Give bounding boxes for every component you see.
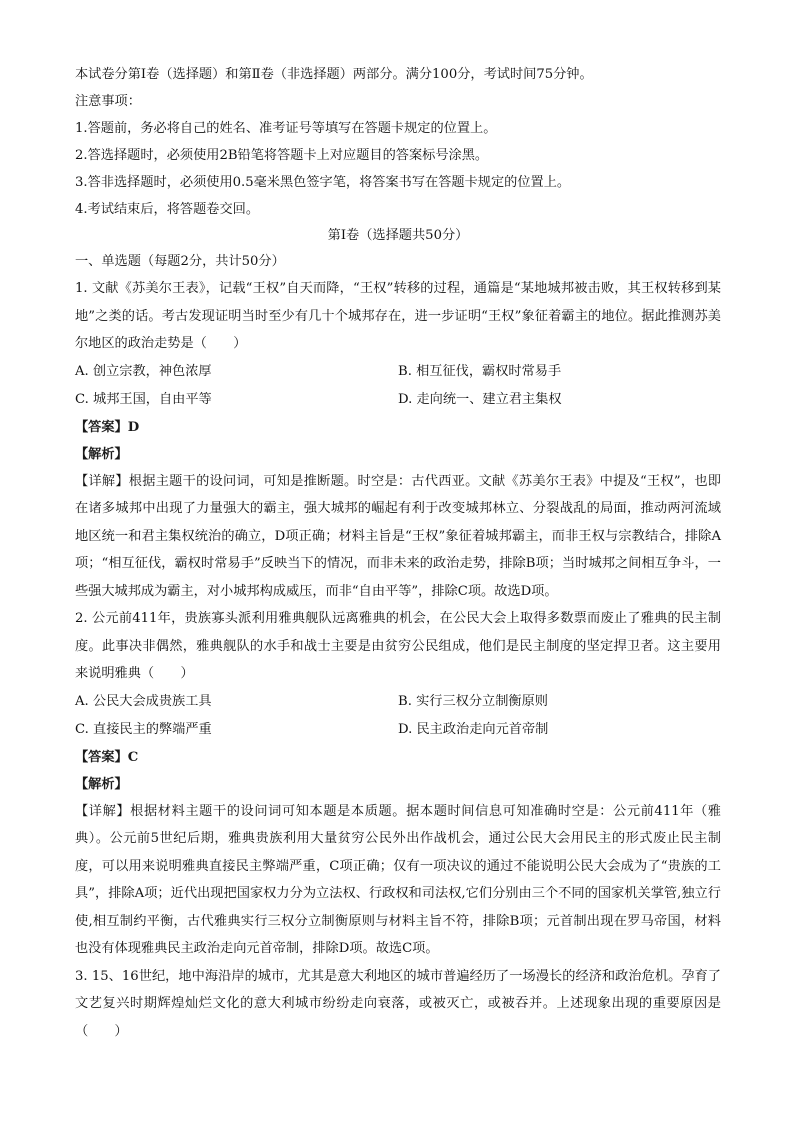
option-a: A. 公民大会成贵族工具 [75, 693, 212, 709]
question-stem: 1. 文献《苏美尔王表》，记载“王权”自天而降，“王权”转移的过程，通篇是“某地城邦被击败，其王权转移到某地”之类的话。考古发现证明当时至少有几十个城邦存在，进一步证明“王权”象征着霸主的地位。据此推测苏美尔地区的政治走势是（ ） [75, 281, 721, 351]
options-row [75, 688, 721, 716]
part-title: 第Ⅰ卷（选择题共50分） [327, 228, 469, 243]
exam-page [75, 64, 721, 1045]
option-c: C. 城邦王国，自由平等 [75, 391, 212, 407]
notice-item: 2.答选择题时，必须使用2B铅笔将答题卡上对应题目的答案标号涂黑。 [75, 148, 489, 163]
option-d: D. 走向统一、建立君主集权 [398, 391, 562, 407]
question-stem: 2. 公元前411年，贵族寡头派利用雅典舰队远离雅典的机会，在公民大会上取得多数票而废止了雅典的民主制度。此事决非偶然，雅典舰队的水手和战士主要是由贫穷公民组成，他们是民主制度的坚定捍卫者。这主要用来说明雅典（ ） [75, 611, 721, 681]
notice-title: 注意事项： [75, 94, 141, 109]
detail-text: 【详解】根据主题干的设问词，可知是推断题。时空是：古代西亚。文献《苏美尔王表》中提及“王权”，也即在诸多城邦中出现了力量强大的霸主，强大城邦的崛起有利于改变城邦林立、分裂战乱的局面，推动两河流域地区统一和君主集权统治的确立，D项正确；材料主旨是“王权”象征着城邦霸主，而非王权与宗教结合，排除A项；“相互征伐，霸权时常易手”反映当下的情况，而非未来的政治走势，排除B项；当时城邦之间相互争斗，一些强大城邦成为霸主，对小城邦构成威压，而非“自由平等”，排除C项。故选D项。 [75, 473, 721, 599]
options-row [75, 386, 721, 414]
section-title: 一、单选题（每题2分，共计50分） [75, 254, 285, 269]
option-a: A. 创立宗教，神色浓厚 [75, 363, 212, 379]
answer-label: 【答案】C [75, 749, 139, 765]
question-stem: 3. 15、16世纪，地中海沿岸的城市，尤其是意大利地区的城市普遍经历了一场漫长的经济和政治危机。孕育了文艺复兴时期辉煌灿烂文化的意大利城市纷纷走向衰落，或被灭亡，或被吞并。上述现象出现的重要原因是（ ） [75, 968, 721, 1039]
analysis-label: 【解析】 [75, 776, 128, 792]
option-c: C. 直接民主的弊端严重 [75, 721, 212, 737]
notice-item: 4.考试结束后，将答题卷交回。 [75, 202, 260, 217]
intro-text: 本试卷分第Ⅰ卷（选择题）和第Ⅱ卷（非选择题）两部分。满分100分，考试时间75分钟。 [75, 67, 593, 82]
options-row [75, 358, 721, 386]
notice-item: 3.答非选择题时，必须使用0.5毫米黑色签字笔，将答案书写在答题卡规定的位置上。 [75, 175, 571, 190]
answer-label: 【答案】D [75, 419, 140, 435]
detail-text: 【详解】根据材料主题干的设问词可知本题是本质题。据本题时间信息可知准确时空是：公元前411年（雅典）。公元前5世纪后期，雅典贵族利用大量贫穷公民外出作战机会，通过公民大会用民主的形式废止民主制度，可以用来说明雅典直接民主弊端严重，C项正确；仅有一项决议的通过不能说明公民大会成为了“贵族的工具”，排除A项；近代出现把国家权力分为立法权、行政权和司法权,它们分别由三个不同的国家机关掌管,独立行使,相互制约平衡，古代雅典实行三权分立制衡原则与材料主旨不符，排除B项；元首制出现在罗马帝国，材料也没有体现雅典民主政治走向元首帝制，排除D项。故选C项。 [75, 803, 721, 956]
analysis-label: 【解析】 [75, 446, 128, 462]
options-row [75, 716, 721, 744]
notice-item: 1.答题前，务必将自己的姓名、准考证号等填写在答题卡规定的位置上。 [75, 121, 497, 136]
option-b: B. 相互征伐，霸权时常易手 [398, 363, 562, 379]
option-b: B. 实行三权分立制衡原则 [398, 693, 548, 709]
option-d: D. 民主政治走向元首帝制 [398, 721, 549, 737]
